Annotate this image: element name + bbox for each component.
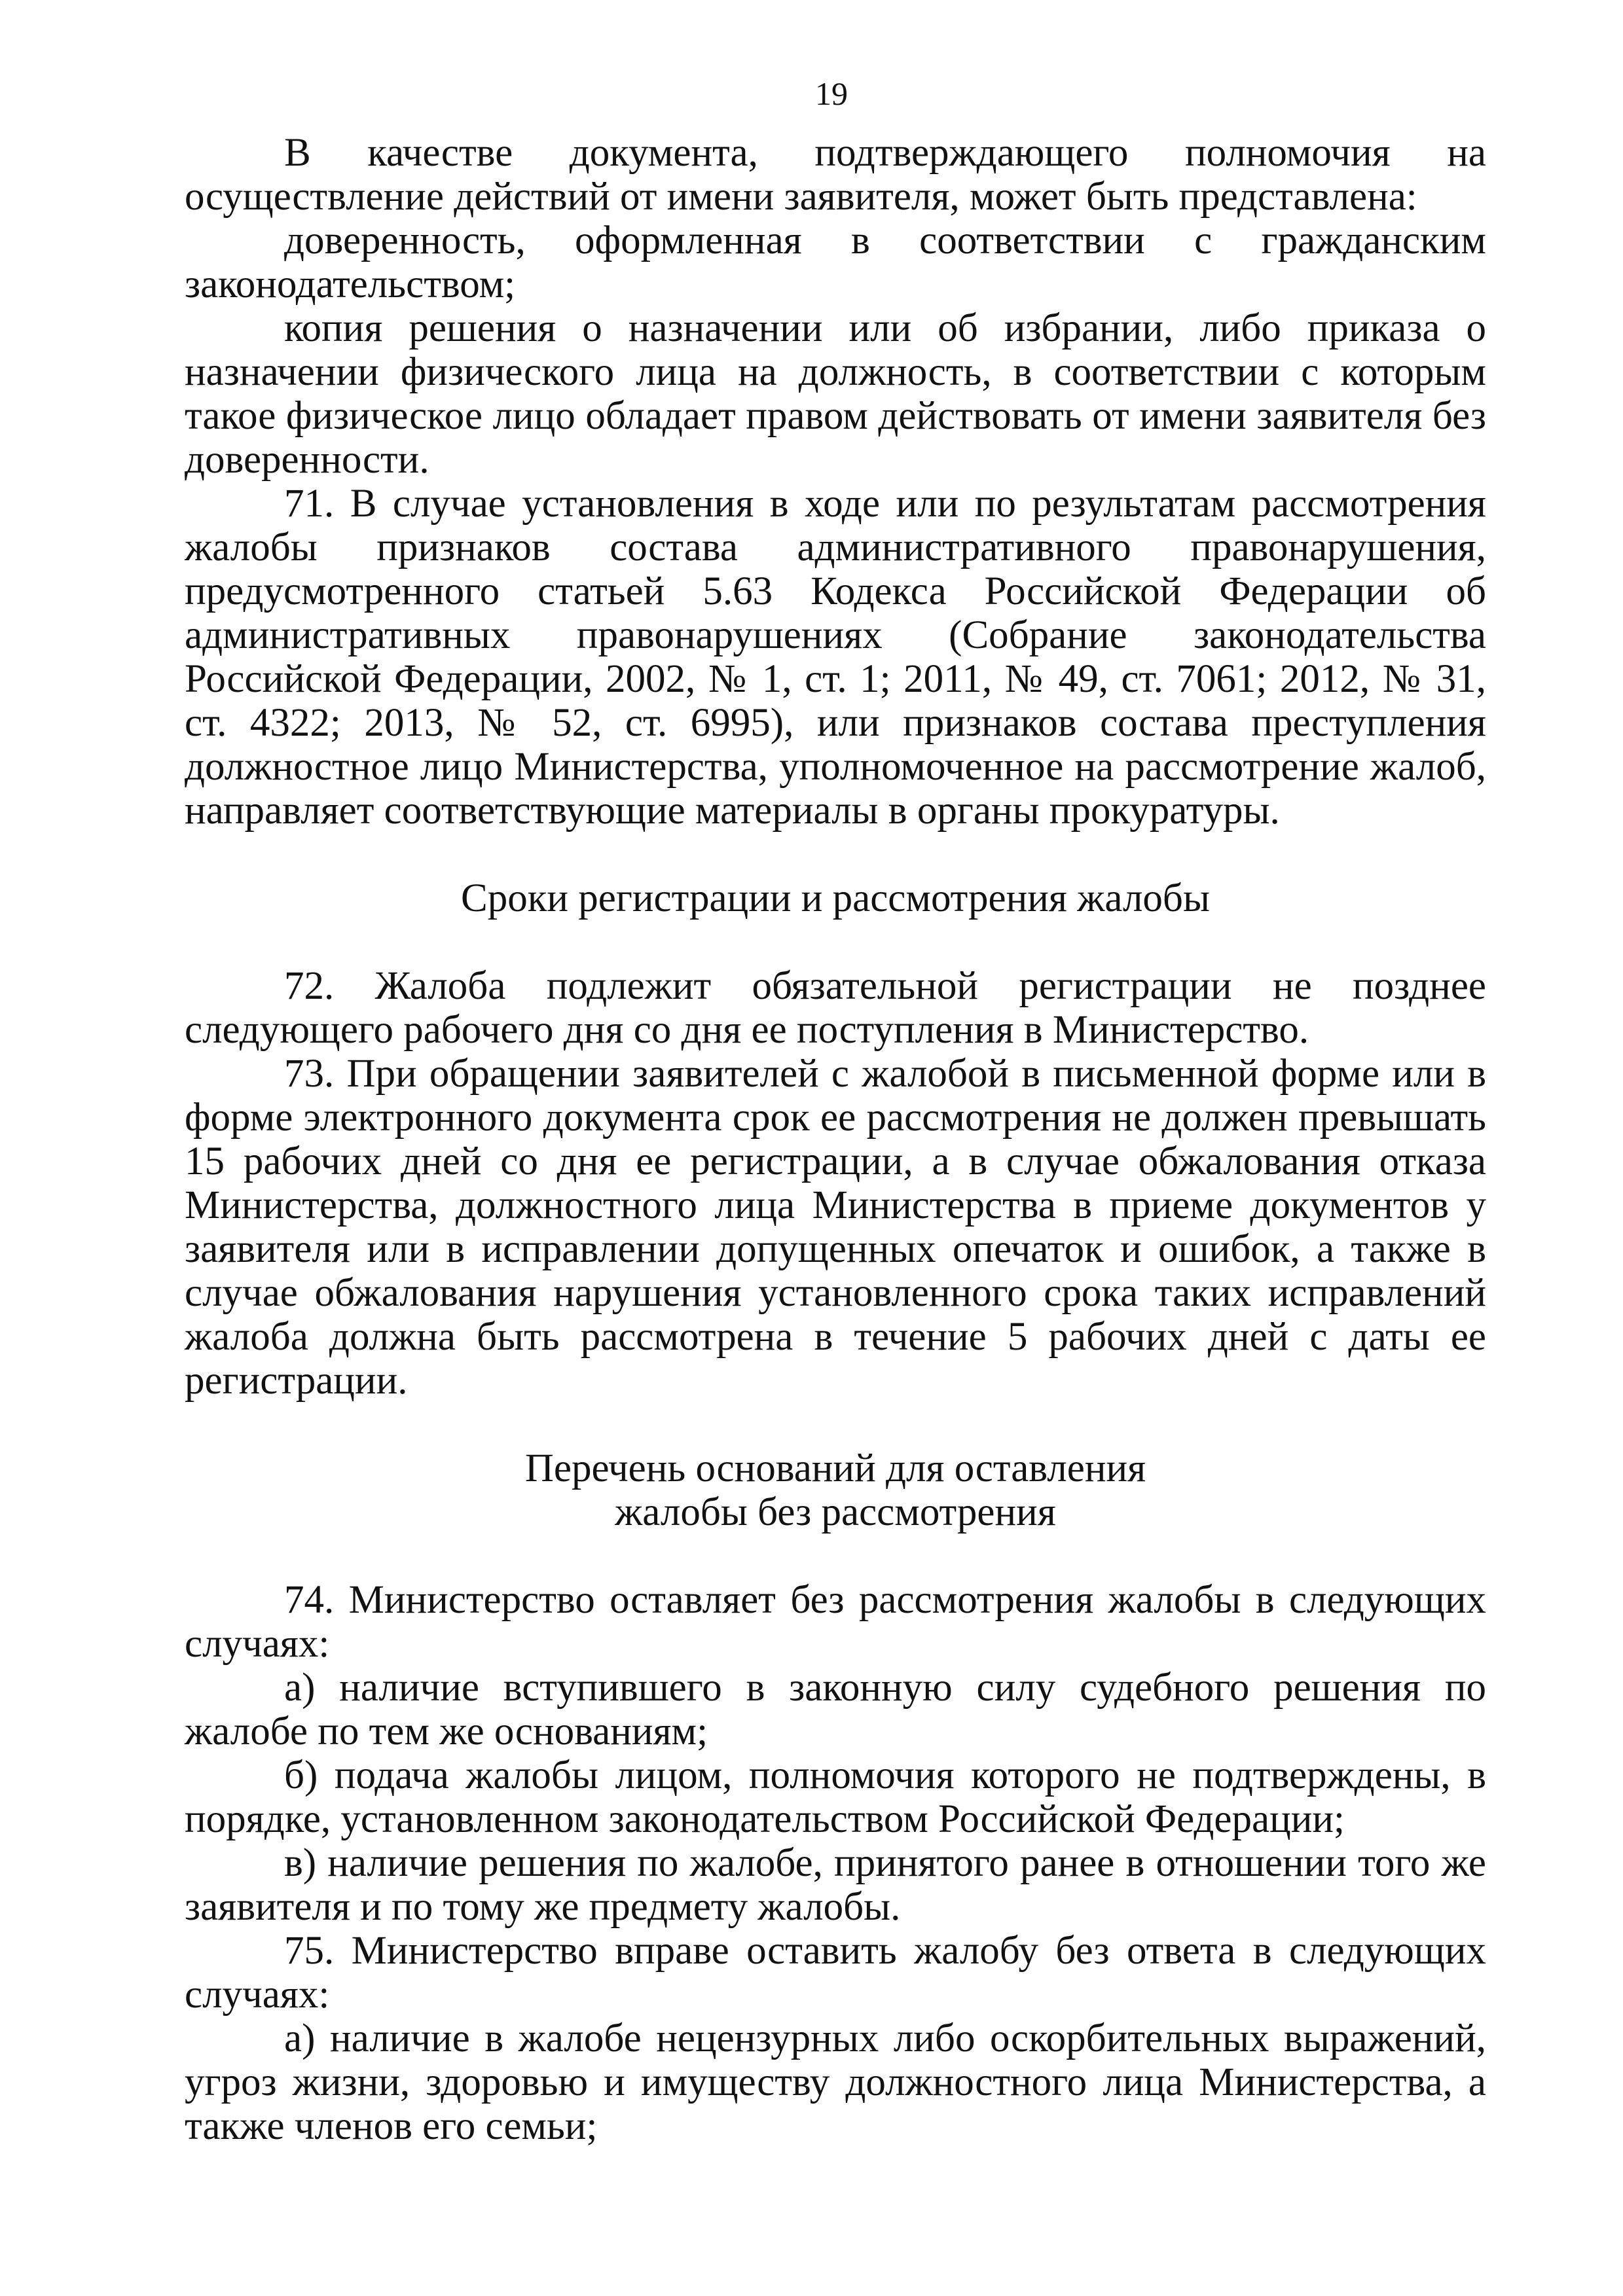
section-heading-registration-terms: Сроки регистрации и рассмотрения жалобы	[461, 876, 1210, 920]
paragraph-73: 73. При обращении заявителей с жалобой в письменной форме или в форме электронного документа срок ее рассмотрения не должен превышать 15 рабочих дней со дня ее регистрации, а в случае обжалования отказа Министерства, должностного лица Министерства в приеме документов у заявителя или в исправлении допущенных опечаток и ошибок, а также в случае обжалования нарушения установленного срока таких исправлений жалоба должна быть рассмотрена в течение 5 рабочих дней с даты ее регистрации.	[185, 1052, 1486, 1403]
paragraph-74-c: в) наличие решения по жалобе, принятого ранее в отношении того же заявителя и по тому же предмету жалобы.	[185, 1841, 1486, 1929]
paragraph-appointment-copy: копия решения о назначении или об избрании, либо приказа о назначении физического лица на должность, в соответствии с которым такое физическое лицо обладает правом действовать от имени заявителя без доверенности.	[185, 306, 1486, 482]
paragraph-power-of-attorney: доверенность, оформленная в соответствии с гражданским законодательством;	[185, 219, 1486, 306]
paragraph-74-b: б) подача жалобы лицом, полномочия которого не подтверждены, в порядке, установленном законодательством Российской Федерации;	[185, 1753, 1486, 1841]
paragraph-71: 71. В случае установления в ходе или по результатам рассмотрения жалобы признаков состава административного правонарушения, предусмотренного статьей 5.63 Кодекса Российской Федерации об административных правонарушениях (Собрание законодательства Российской Федерации, 2002, № 1, ст. 1; 2011, № 49, ст. 7061; 2012, № 31, ст. 4322; 2013, № 52, ст. 6995), или признаков состава преступления должностное лицо Министерства, уполномоченное на рассмотрение жалоб, направляет соответствующие материалы в органы прокуратуры.	[185, 482, 1486, 833]
paragraph-74-a: а) наличие вступившего в законную силу судебного решения по жалобе по тем же основаниям;	[185, 1666, 1486, 1753]
paragraph-75: 75. Министерство вправе оставить жалобу без ответа в следующих случаях:	[185, 1929, 1486, 2017]
section-heading-grounds-line-2: жалобы без рассмотрения	[615, 1490, 1056, 1534]
paragraph-72: 72. Жалоба подлежит обязательной регистрации не позднее следующего рабочего дня со дня ее поступления в Министерство.	[185, 964, 1486, 1052]
document-body	[185, 131, 1486, 2148]
section-heading-grounds	[185, 1446, 1486, 1534]
page-number: 19	[815, 75, 848, 112]
paragraph-74: 74. Министерство оставляет без рассмотрения жалобы в следующих случаях:	[185, 1578, 1486, 1666]
paragraph-75-a: а) наличие в жалобе нецензурных либо оскорбительных выражений, угроз жизни, здоровью и имуществу должностного лица Министерства, а также членов его семьи;	[185, 2017, 1486, 2148]
section-heading-grounds-line-1: Перечень оснований для оставления	[524, 1446, 1146, 1490]
paragraph-authority-document: В качестве документа, подтверждающего полномочия на осуществление действий от имени заявителя, может быть представлена:	[185, 131, 1486, 219]
